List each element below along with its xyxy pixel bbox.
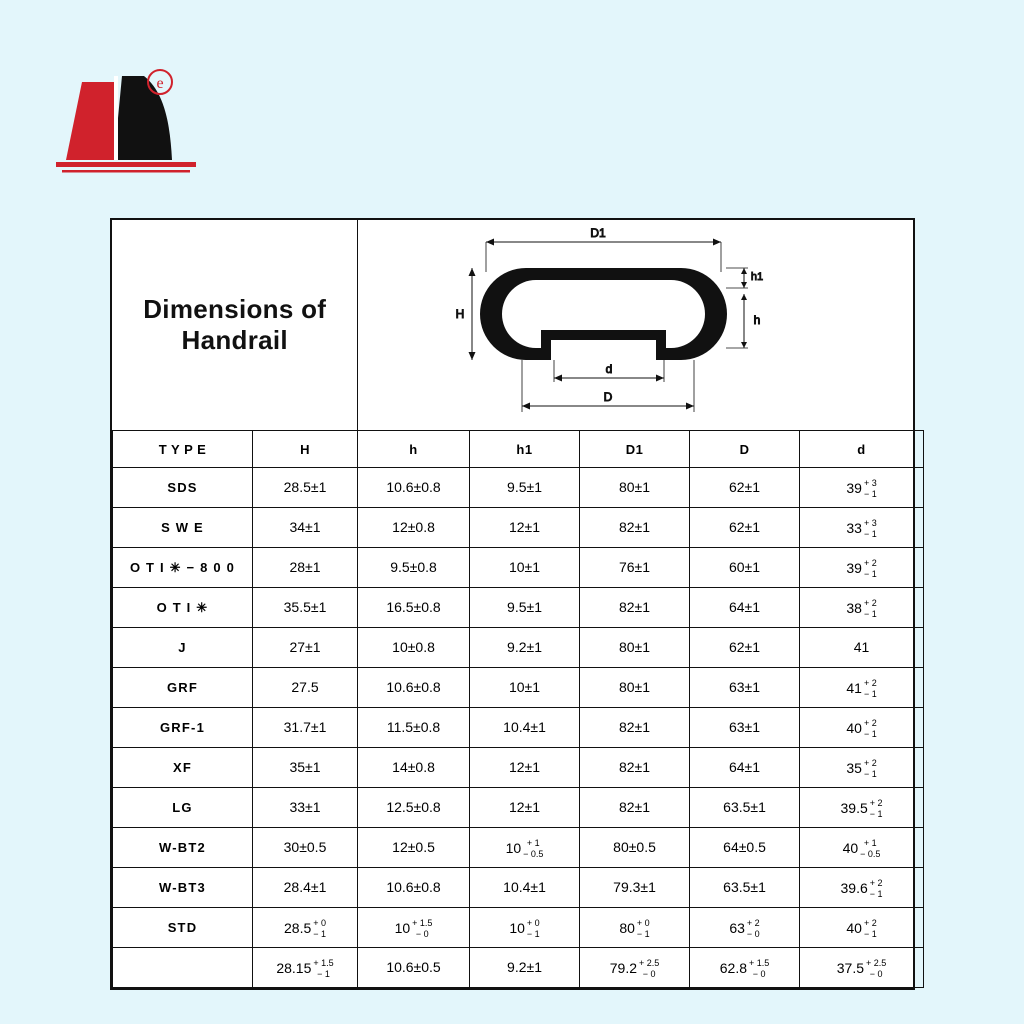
- value-base: 38: [846, 599, 862, 616]
- value-base: 64±1: [728, 599, 761, 615]
- cell-D1: [580, 468, 690, 508]
- value-base: 9.5±0.8: [390, 559, 437, 575]
- cell-h1: [470, 508, 580, 548]
- cell-h1: [470, 628, 580, 668]
- value-base: 12±1: [508, 519, 541, 535]
- table-row: [113, 908, 924, 948]
- cell-H: [253, 828, 358, 868]
- table-header-band: [113, 220, 924, 431]
- value-base: 28.5±1: [283, 479, 327, 495]
- cell-type: J: [113, 628, 253, 668]
- cell-h: [358, 868, 470, 908]
- value-base: 34±1: [289, 519, 321, 535]
- value-base: 79.2: [609, 959, 637, 976]
- page-title: Dimensions of Handrail: [143, 294, 327, 355]
- cell-h: [358, 748, 470, 788]
- value-tolerance: + 2 − 1: [863, 718, 877, 739]
- table-row: [113, 508, 924, 548]
- cell-H: [253, 948, 358, 988]
- svg-text:h: h: [753, 313, 761, 327]
- value-base: 10.6±0.8: [386, 879, 441, 895]
- cell-D1: [580, 908, 690, 948]
- cell-D: [690, 748, 800, 788]
- cell-d: [800, 468, 924, 508]
- cell-h: [358, 508, 470, 548]
- cell-D: [690, 908, 800, 948]
- cell-H: [253, 588, 358, 628]
- value-tolerance: + 1 − 0.5: [523, 838, 544, 859]
- value-base: 10.6±0.8: [386, 679, 441, 695]
- cell-type: O T I ✳: [113, 588, 253, 628]
- cell-h: [358, 908, 470, 948]
- value-tolerance: + 3 − 1: [863, 518, 877, 539]
- value-tolerance: + 2 − 0: [746, 918, 760, 939]
- cell-h1: [470, 468, 580, 508]
- cell-D: [690, 548, 800, 588]
- cell-d: [800, 948, 924, 988]
- cell-H: [253, 708, 358, 748]
- value-tolerance: + 0 − 1: [313, 918, 327, 939]
- cell-D: [690, 468, 800, 508]
- value-base: 10.6±0.8: [386, 479, 441, 495]
- value-base: 12±0.8: [392, 519, 435, 535]
- value-base: 33±1: [289, 799, 321, 815]
- value-base: 10.4±1: [503, 879, 546, 895]
- table-row: [113, 828, 924, 868]
- cell-H: [253, 668, 358, 708]
- value-base: 82±1: [618, 799, 651, 815]
- table-row: [113, 668, 924, 708]
- svg-text:H: H: [455, 307, 465, 321]
- cell-h: [358, 788, 470, 828]
- cell-D: [690, 828, 800, 868]
- value-base: 40: [842, 839, 859, 856]
- value-base: 35±1: [289, 759, 321, 775]
- column-header-d: d: [800, 431, 924, 468]
- column-header-H: H: [253, 431, 358, 468]
- value-base: 63.5±1: [723, 799, 766, 815]
- cell-D: [690, 628, 800, 668]
- value-base: 10±1: [508, 679, 541, 695]
- value-base: 33: [846, 519, 862, 536]
- drawing-cell: [358, 220, 924, 431]
- cell-d: [800, 868, 924, 908]
- cell-type: XF: [113, 748, 253, 788]
- table-row: [113, 468, 924, 508]
- value-base: 10.4±1: [503, 719, 546, 735]
- value-base: 10: [394, 919, 411, 936]
- table-row: [113, 588, 924, 628]
- table-row: [113, 788, 924, 828]
- cell-d: [800, 708, 924, 748]
- cell-h1: [470, 548, 580, 588]
- cell-D: [690, 508, 800, 548]
- value-base: 62±1: [728, 639, 761, 655]
- column-header-D1: D1: [580, 431, 690, 468]
- value-base: 40: [846, 719, 862, 736]
- cell-h: [358, 668, 470, 708]
- value-base: 12±0.5: [392, 839, 435, 855]
- value-base: 39.6: [840, 879, 868, 896]
- cell-h: [358, 828, 470, 868]
- cell-D: [690, 708, 800, 748]
- cell-type: GRF-1: [113, 708, 253, 748]
- value-base: 62±1: [728, 519, 761, 535]
- cell-d: [800, 668, 924, 708]
- value-base: 10: [505, 839, 522, 856]
- cell-D1: [580, 628, 690, 668]
- value-tolerance: + 1.5 − 0: [412, 918, 433, 939]
- value-base: 60±1: [728, 559, 761, 575]
- value-base: 12±1: [508, 799, 541, 815]
- value-base: 80±0.5: [613, 839, 656, 855]
- cell-D: [690, 868, 800, 908]
- value-tolerance: + 2 − 1: [863, 918, 877, 939]
- value-tolerance: + 2 − 1: [869, 878, 883, 899]
- value-base: 11.5±0.8: [386, 719, 441, 735]
- cell-D: [690, 588, 800, 628]
- value-base: 28±1: [289, 559, 321, 575]
- value-base: 12±1: [508, 759, 541, 775]
- cell-H: [253, 468, 358, 508]
- column-header-h1: h1: [470, 431, 580, 468]
- cell-type: [113, 948, 253, 988]
- cell-H: [253, 788, 358, 828]
- value-base: 10±0.8: [392, 639, 435, 655]
- cell-h1: [470, 708, 580, 748]
- title-cell: [113, 220, 358, 431]
- value-base: 12.5±0.8: [386, 799, 441, 815]
- value-base: 80±1: [618, 679, 651, 695]
- value-base: 39: [846, 479, 862, 496]
- cell-D1: [580, 508, 690, 548]
- svg-text:e: e: [156, 75, 164, 92]
- value-base: 35: [846, 759, 862, 776]
- handrail-dimensions-card: [110, 218, 915, 990]
- table-column-header-row: [113, 431, 924, 468]
- cell-D1: [580, 588, 690, 628]
- cell-type: W-BT2: [113, 828, 253, 868]
- cell-D1: [580, 668, 690, 708]
- cell-d: [800, 508, 924, 548]
- value-base: 10: [509, 919, 525, 936]
- cell-H: [253, 508, 358, 548]
- cell-h1: [470, 588, 580, 628]
- column-header-type: T Y P E: [113, 431, 253, 468]
- table-row: [113, 708, 924, 748]
- value-base: 63: [729, 919, 745, 936]
- value-base: 39: [846, 559, 862, 576]
- value-tolerance: + 1.5 − 0: [749, 958, 770, 979]
- value-base: 80±1: [618, 479, 651, 495]
- value-tolerance: + 2.5 − 0: [639, 958, 660, 979]
- cell-h1: [470, 668, 580, 708]
- value-base: 79.3±1: [613, 879, 656, 895]
- column-header-h: h: [358, 431, 470, 468]
- value-base: 41: [846, 679, 862, 696]
- value-base: 76±1: [618, 559, 651, 575]
- value-base: 16.5±0.8: [386, 599, 441, 615]
- value-base: 35.5±1: [283, 599, 327, 615]
- cell-d: [800, 748, 924, 788]
- value-base: 14±0.8: [392, 759, 435, 775]
- value-base: 9.2±1: [507, 639, 542, 655]
- value-base: 82±1: [618, 759, 651, 775]
- cell-H: [253, 548, 358, 588]
- cell-type: LG: [113, 788, 253, 828]
- value-base: 64±1: [728, 759, 761, 775]
- cell-D: [690, 948, 800, 988]
- handrail-cross-section-diagram: [426, 220, 856, 430]
- value-base: 64±0.5: [723, 839, 766, 855]
- cell-h: [358, 588, 470, 628]
- company-logo: [52, 62, 202, 174]
- cell-H: [253, 628, 358, 668]
- cell-type: SDS: [113, 468, 253, 508]
- cell-D: [690, 668, 800, 708]
- value-base: 9.5±1: [507, 479, 542, 495]
- cell-d: [800, 788, 924, 828]
- cell-h1: [470, 948, 580, 988]
- svg-text:D: D: [603, 390, 613, 404]
- value-base: 10.6±0.5: [386, 959, 441, 975]
- cell-d: [800, 828, 924, 868]
- cell-h1: [470, 868, 580, 908]
- value-base: 62.8: [719, 959, 747, 976]
- cell-H: [253, 868, 358, 908]
- cell-type: S W E: [113, 508, 253, 548]
- value-base: 9.5±1: [507, 599, 542, 615]
- value-base: 63±1: [728, 679, 761, 695]
- value-base: 82±1: [618, 519, 651, 535]
- value-base: 80: [619, 919, 635, 936]
- value-base: 37.5: [836, 959, 865, 976]
- value-base: 63.5±1: [723, 879, 766, 895]
- cell-D1: [580, 828, 690, 868]
- value-tolerance: + 2 − 1: [863, 598, 877, 619]
- value-tolerance: + 1 − 0.5: [860, 838, 881, 859]
- column-header-D: D: [690, 431, 800, 468]
- cell-H: [253, 908, 358, 948]
- value-base: 9.2±1: [507, 959, 542, 975]
- value-base: 82±1: [618, 599, 651, 615]
- value-tolerance: + 2.5 − 0: [866, 958, 887, 979]
- table-row: [113, 548, 924, 588]
- cell-D1: [580, 948, 690, 988]
- value-tolerance: + 2 − 1: [869, 798, 883, 819]
- cell-h1: [470, 748, 580, 788]
- svg-text:D1: D1: [590, 226, 606, 240]
- svg-text:d: d: [605, 362, 613, 376]
- cell-D1: [580, 548, 690, 588]
- cell-D1: [580, 788, 690, 828]
- cell-h: [358, 708, 470, 748]
- value-base: 63±1: [728, 719, 761, 735]
- value-base: 30±0.5: [283, 839, 327, 855]
- value-base: 10±1: [508, 559, 541, 575]
- table-row: [113, 868, 924, 908]
- cell-h: [358, 468, 470, 508]
- cell-h1: [470, 788, 580, 828]
- value-base: 40: [846, 919, 862, 936]
- cell-d: [800, 588, 924, 628]
- value-base: 82±1: [618, 719, 651, 735]
- value-base: 27.5: [291, 679, 319, 695]
- cell-h: [358, 948, 470, 988]
- value-base: 28.5: [284, 919, 312, 936]
- value-base: 80±1: [618, 639, 651, 655]
- value-tolerance: + 2 − 1: [863, 558, 877, 579]
- value-base: 41: [853, 639, 870, 655]
- cell-D1: [580, 868, 690, 908]
- table-row: [113, 748, 924, 788]
- value-base: 62±1: [728, 479, 761, 495]
- value-tolerance: + 3 − 1: [863, 478, 877, 499]
- cell-type: W-BT3: [113, 868, 253, 908]
- value-base: 39.5: [840, 799, 868, 816]
- value-base: 28.4±1: [283, 879, 327, 895]
- table-row: [113, 948, 924, 988]
- value-base: 27±1: [289, 639, 321, 655]
- value-tolerance: + 0 − 1: [636, 918, 650, 939]
- value-tolerance: + 2 − 1: [863, 678, 877, 699]
- table-row: [113, 628, 924, 668]
- cell-D1: [580, 708, 690, 748]
- cell-d: [800, 548, 924, 588]
- value-tolerance: + 1.5 − 1: [313, 958, 334, 979]
- cell-type: O T I ✳ − 8 0 0: [113, 548, 253, 588]
- cell-D: [690, 788, 800, 828]
- value-base: 28.15: [276, 959, 312, 976]
- value-tolerance: + 2 − 1: [863, 758, 877, 779]
- cell-h: [358, 548, 470, 588]
- cell-d: [800, 908, 924, 948]
- cell-type: GRF: [113, 668, 253, 708]
- cell-h1: [470, 828, 580, 868]
- cell-d: [800, 628, 924, 668]
- handrail-dimensions-table: [112, 220, 924, 988]
- cell-type: STD: [113, 908, 253, 948]
- value-base: 31.7±1: [283, 719, 327, 735]
- svg-text:h1: h1: [750, 271, 763, 283]
- cell-h: [358, 628, 470, 668]
- cell-h1: [470, 908, 580, 948]
- cell-H: [253, 748, 358, 788]
- value-tolerance: + 0 − 1: [526, 918, 540, 939]
- cell-D1: [580, 748, 690, 788]
